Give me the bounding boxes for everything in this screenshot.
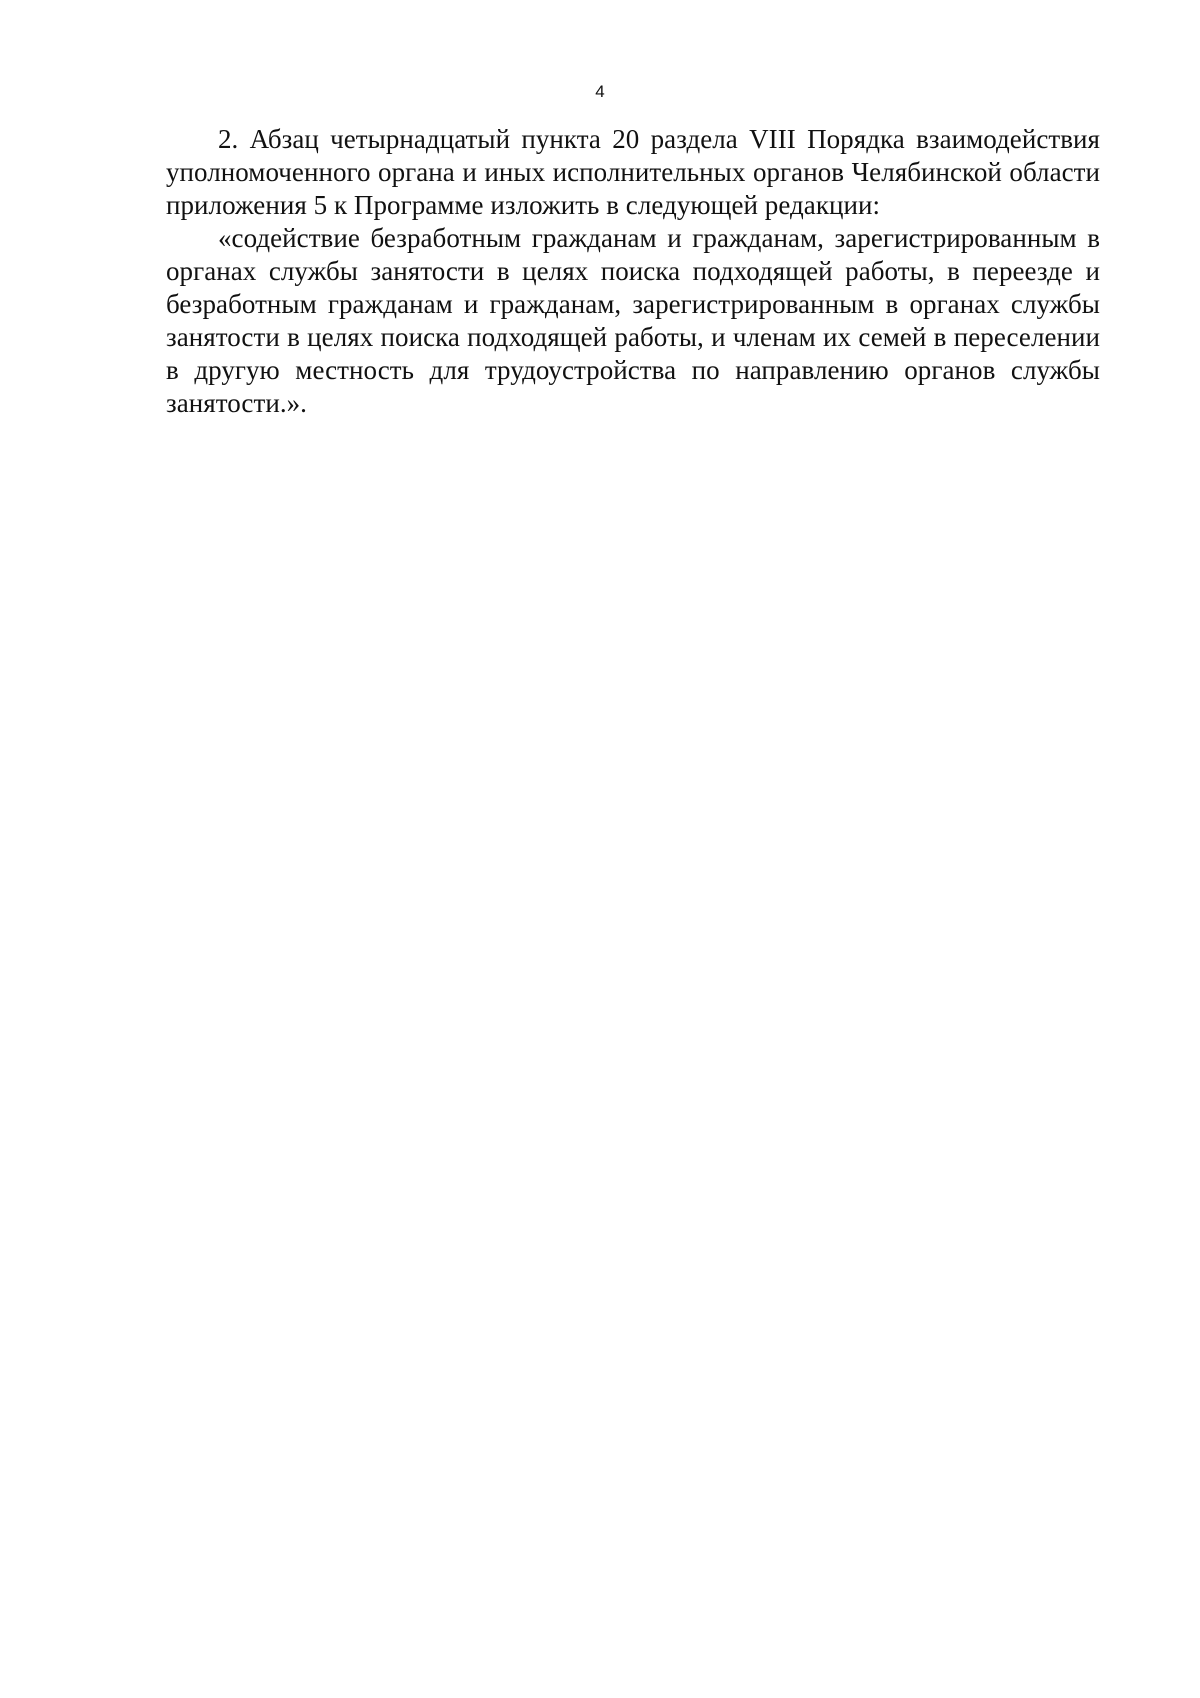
document-body — [166, 123, 1100, 420]
paragraph-amendment: 2. Абзац четырнадцатый пункта 20 раздела VIII Порядка взаимодействия уполномоченного органа и иных исполнительных органов Челябинской области приложения 5 к Программе изложить в следующей редакции: — [166, 124, 1100, 220]
paragraph-new-wording: «содействие безработным гражданам и гражданам, зарегистрированным в органах службы занятости в целях поиска подходящей работы, в переезде и безработным гражданам и гражданам, зарегистрированным в органах службы занятости в целях поиска подходящей работы, и членам их семей в переселении в другую местность для трудоустройства по направлению органов службы занятости.». — [166, 223, 1100, 418]
page-number: 4 — [595, 82, 605, 101]
